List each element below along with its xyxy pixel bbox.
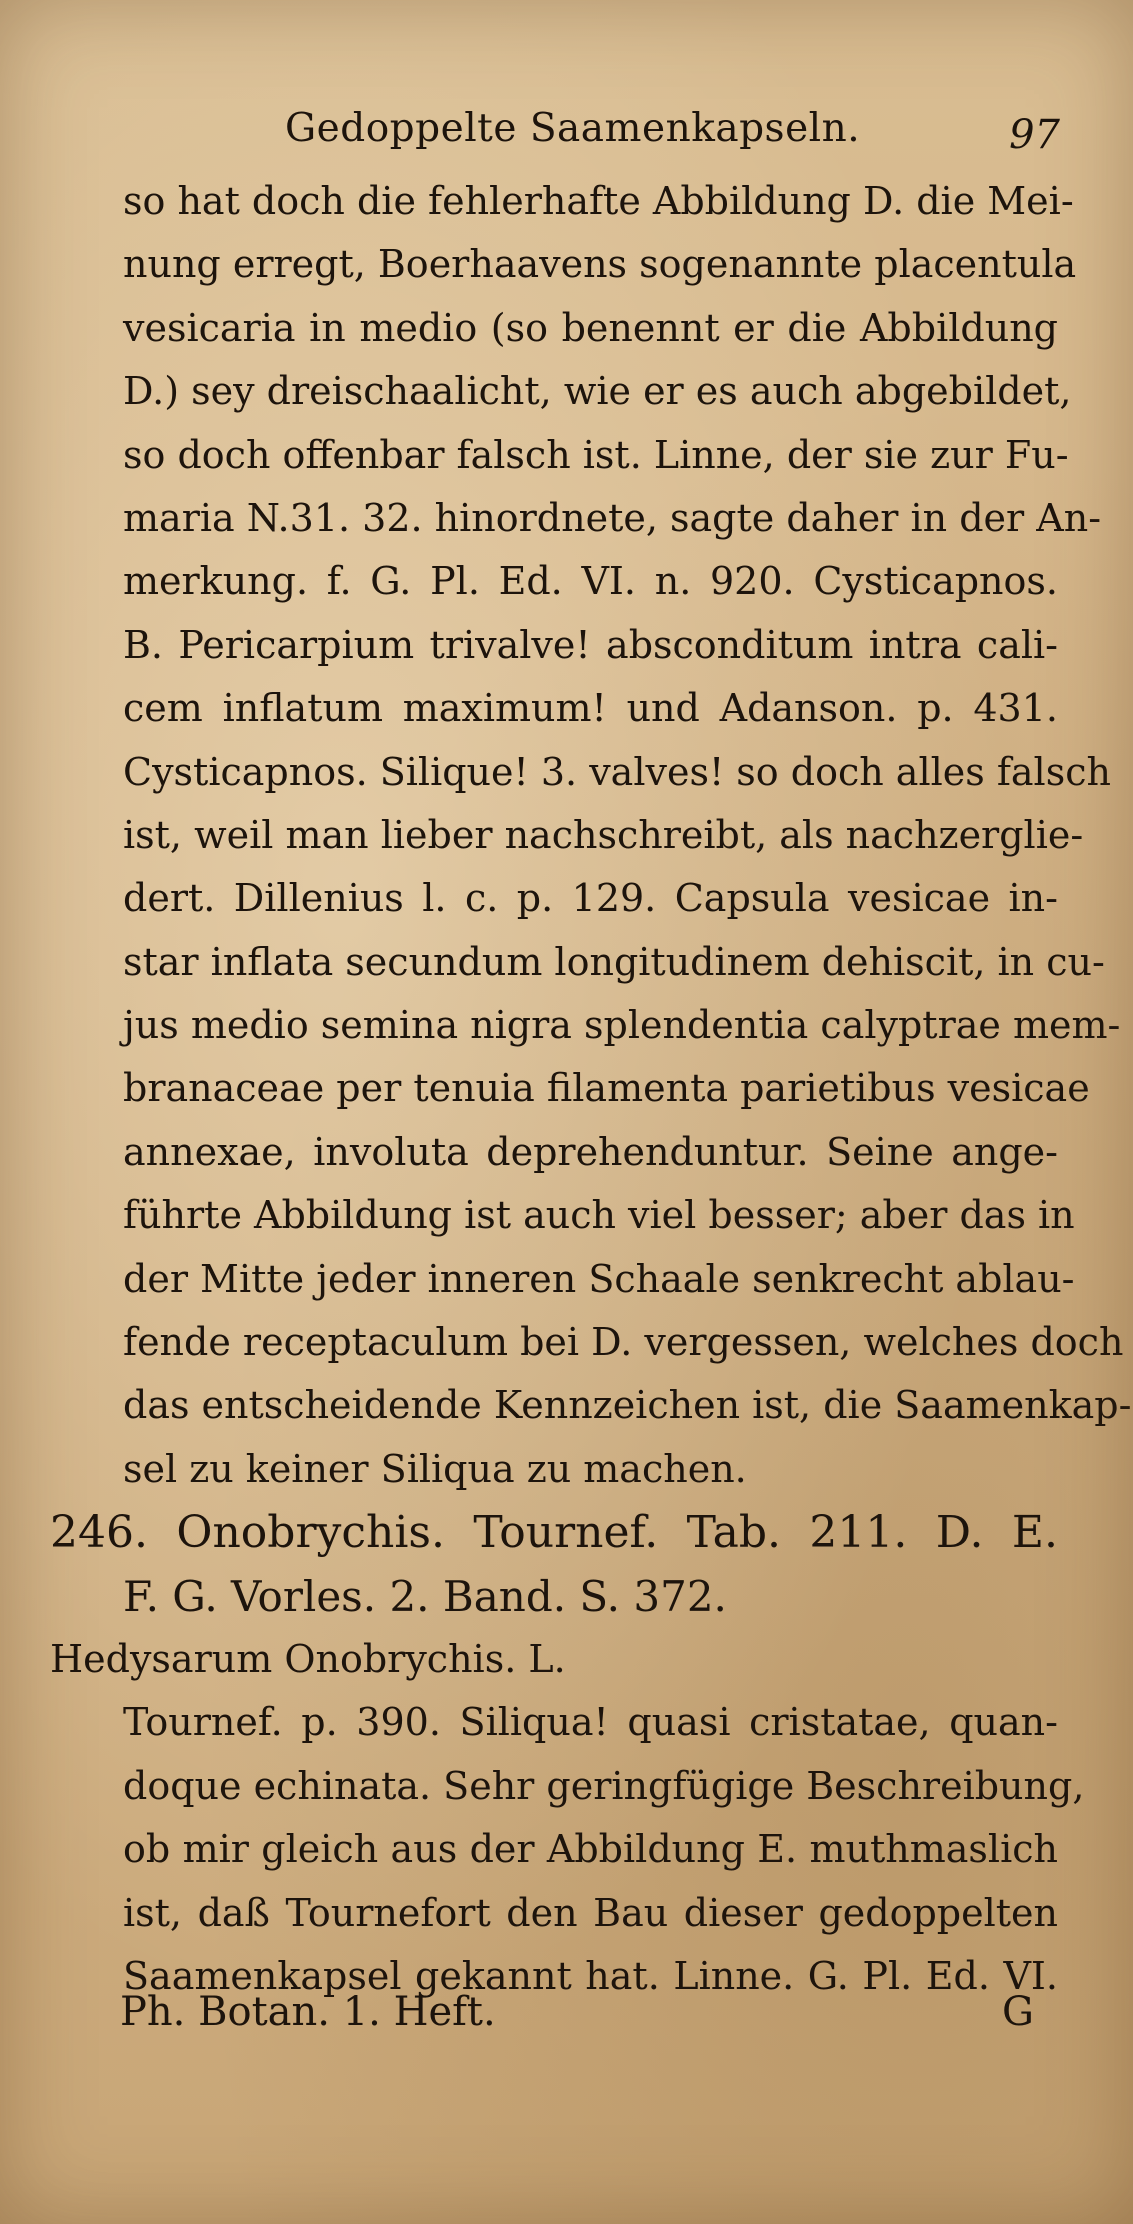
text-line: annexae, involuta deprehenduntur. Seine ange-	[123, 1129, 1058, 1174]
text-line: B. Pericarpium trivalve! absconditum intra cali-	[123, 622, 1058, 667]
text-line: cem inflatum maximum! und Adanson. p. 431.	[123, 686, 1058, 731]
text-line: nung erregt, Boerhaavens sogenannte placentula	[123, 242, 1077, 287]
running-title: Gedoppelte Saamenkapseln.	[285, 106, 861, 151]
synonym-line: Hedysarum Onobrychis. L.	[50, 1636, 566, 1681]
signature-mark: Ph. Botan. 1. Heft.	[120, 1989, 496, 2035]
text-line: sel zu keiner Siliqua zu machen.	[123, 1446, 747, 1491]
text-line: fende receptaculum bei D. vergessen, welches doch	[123, 1320, 1124, 1365]
gathering-mark: G	[1002, 1989, 1034, 2035]
body-text	[50, 170, 1132, 2008]
text-line: so doch offenbar falsch ist. Linne, der sie zur Fu-	[123, 432, 1069, 477]
page-footer	[120, 1982, 1058, 2042]
text-line: das entscheidende Kennzeichen ist, die Saamenkap-	[123, 1383, 1132, 1428]
text-line: ist, daß Tournefort den Bau dieser gedoppelten	[123, 1890, 1058, 1935]
page-header	[120, 98, 1060, 158]
text-line: dert. Dillenius l. c. p. 129. Capsula vesicae in-	[123, 876, 1058, 921]
text-line: star inflata secundum longitudinem dehiscit, in cu-	[123, 939, 1105, 984]
text-line: so hat doch die fehlerhafte Abbildung D. die Mei-	[123, 179, 1074, 223]
text-line: maria N.31. 32. hinordnete, sagte daher in der An-	[123, 495, 1102, 540]
text-line: führte Abbildung ist auch viel besser; aber das in	[123, 1193, 1075, 1238]
text-line: Cysticapnos. Silique! 3. valves! so doch alles falsch	[123, 749, 1111, 794]
entry-reference: F. G. Vorles. 2. Band. S. 372.	[123, 1571, 727, 1621]
text-line: Tournef. p. 390. Siliqua! quasi cristatae, quan-	[123, 1700, 1058, 1745]
text-line: merkung. f. G. Pl. Ed. VI. n. 920. Cysticapnos.	[123, 559, 1058, 604]
text-line: der Mitte jeder inneren Schaale senkrecht ablau-	[123, 1256, 1075, 1301]
text-line: D.) sey dreischaalicht, wie er es auch abgebildet,	[123, 369, 1072, 414]
text-line: jus medio semina nigra splendentia calyptrae mem-	[123, 1003, 1121, 1048]
text-line: vesicaria in medio (so benennt er die Abbildung	[123, 305, 1058, 350]
entry-heading: 246. Onobrychis. Tournef. Tab. 211. D. E.	[50, 1507, 1058, 1559]
page-number: 97	[1009, 112, 1060, 158]
text-line: branaceae per tenuia filamenta parietibus vesicae	[123, 1066, 1090, 1111]
text-line: ist, weil man lieber nachschreibt, als nachzerglie-	[123, 812, 1084, 857]
text-line: Saamenkapsel gekannt hat. Linne. G. Pl. Ed. VI.	[123, 1953, 1058, 1998]
text-line: doque echinata. Sehr geringfügige Beschreibung,	[123, 1763, 1085, 1808]
text-line: ob mir gleich aus der Abbildung E. muthmaslich	[123, 1827, 1058, 1872]
